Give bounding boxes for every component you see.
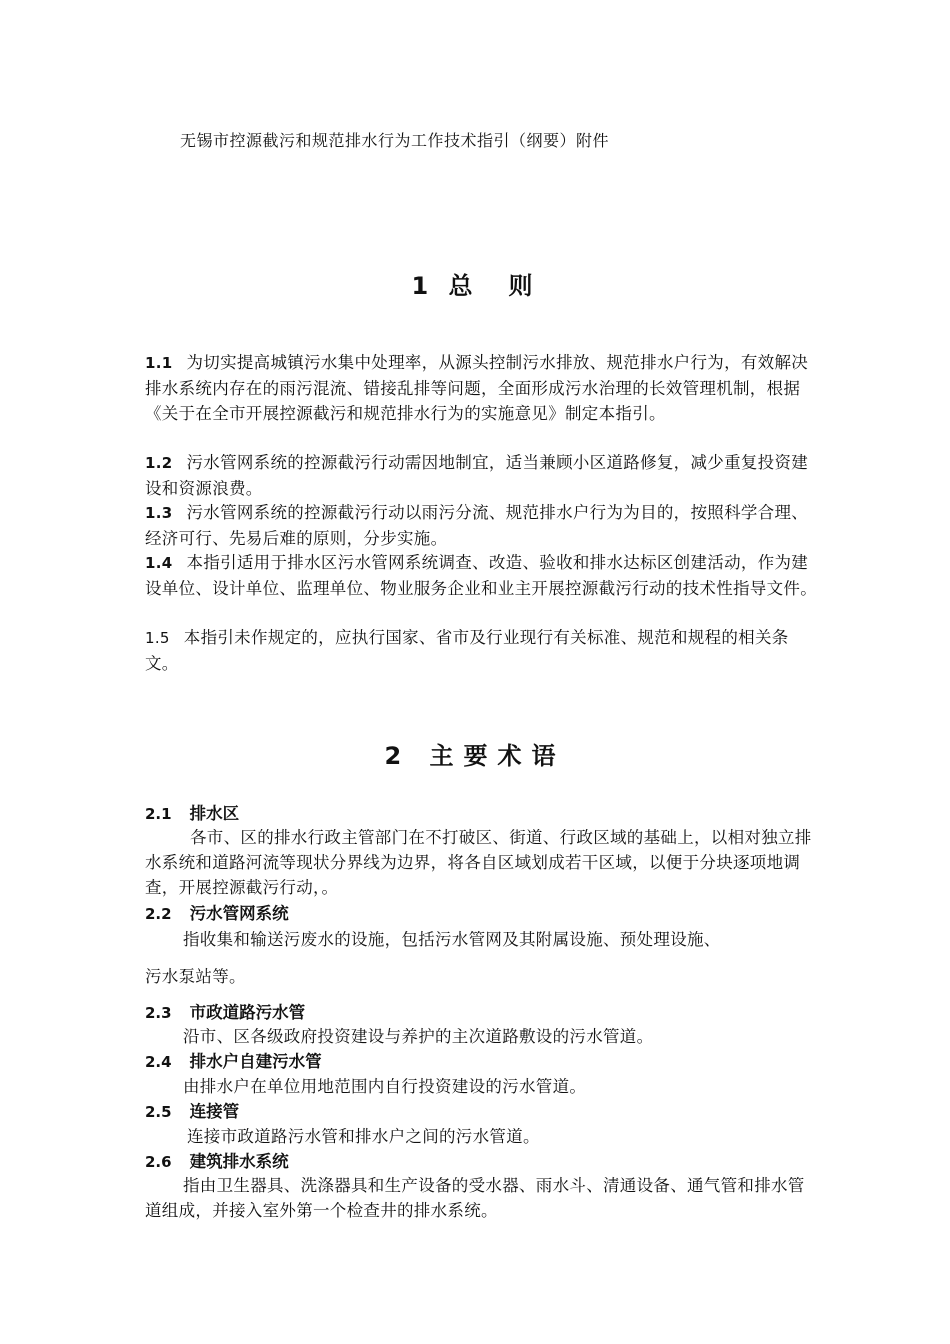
- term-number: 2.5: [145, 1103, 172, 1121]
- term-2-4-definition: 由排水户在单位用地范围内自行投资建设的污水管道。: [183, 1077, 587, 1096]
- term-2-5-definition: 连接市政道路污水管和排水户之间的污水管道。: [187, 1127, 540, 1146]
- clause-1-1: [145, 350, 820, 426]
- page-header: 无锡市控源截污和规范排水行为工作技术指引（纲要）附件: [180, 131, 610, 150]
- chapter-1-title: 1 总 则: [411, 272, 539, 300]
- clause-1-4: [145, 550, 820, 601]
- clause-number: 1.3: [145, 504, 173, 522]
- clause-1-3: [145, 500, 820, 551]
- term-2-1-definition: 各市、区的排水行政主管部门在不打破区、街道、行政区域的基础上，以相对独立排水系统和道路河流等现状分界线为边界，将各自区域划成若干区域，以便于分块逐项地调查，开展控源截污行动，。: [145, 828, 812, 897]
- term-2-3-definition: 沿市、区各级政府投资建设与养护的主次道路敷设的污水管道。: [183, 1027, 654, 1046]
- term-name: 建筑排水系统: [189, 1152, 289, 1171]
- chapter-2-title: 2 主要术语: [384, 742, 566, 770]
- term-name: 市政道路污水管: [189, 1003, 306, 1022]
- term-2-6-definition: 指由卫生器具、洗涤器具和生产设备的受水器、雨水斗、清通设备、通气管和排水管道组成，并接入室外第一个检查井的排水系统。: [145, 1176, 805, 1220]
- clause-1-5: [145, 625, 820, 676]
- clause-text: 污水管网系统的控源截污行动需因地制宜，适当兼顾小区道路修复，减少重复投资建设和资源浪费。: [145, 453, 809, 498]
- term-name: 排水区: [189, 804, 240, 823]
- term-name: 污水管网系统: [189, 904, 289, 923]
- term-2-5-heading: [145, 1098, 239, 1122]
- clause-number: 1.1: [145, 354, 173, 372]
- term-2-2-definition-line2: 污水泵站等。: [145, 967, 246, 986]
- term-2-3-heading: [145, 999, 305, 1023]
- term-2-1-heading: [145, 800, 239, 824]
- clause-1-2: [145, 450, 820, 501]
- term-name: 连接管: [189, 1102, 240, 1121]
- clause-text: 为切实提高城镇污水集中处理率，从源头控制污水排放、规范排水户行为，有效解决排水系统内存在的雨污混流、错接乱排等问题，全面形成污水治理的长效管理机制，根据《关于在全市开展控源截污和规范排水行为的实施意见》制定本指引。: [145, 353, 809, 423]
- term-2-2-heading: [145, 900, 289, 924]
- clause-text: 本指引未作规定的，应执行国家、省市及行业现行有关标准、规范和规程的相关条文。: [145, 628, 789, 673]
- term-2-6-heading: [145, 1148, 289, 1172]
- term-number: 2.6: [145, 1153, 172, 1171]
- term-name: 排水户自建污水管: [189, 1052, 322, 1071]
- term-number: 2.4: [145, 1053, 172, 1071]
- term-number: 2.3: [145, 1004, 172, 1022]
- clause-number: 1.5: [145, 629, 170, 647]
- term-2-4-heading: [145, 1048, 322, 1072]
- clause-text: 本指引适用于排水区污水管网系统调查、改造、验收和排水达标区创建活动，作为建设单位、设计单位、监理单位、物业服务企业和业主开展控源截污行动的技术性指导文件。: [145, 553, 817, 598]
- term-2-2-definition-line1: 指收集和输送污废水的设施，包括污水管网及其附属设施、预处理设施、: [183, 930, 721, 949]
- clause-number: 1.4: [145, 554, 173, 572]
- term-number: 2.2: [145, 905, 172, 923]
- clause-text: 污水管网系统的控源截污行动以雨污分流、规范排水户行为为目的，按照科学合理、经济可行、先易后难的原则，分步实施。: [145, 503, 809, 548]
- term-number: 2.1: [145, 805, 172, 823]
- clause-number: 1.2: [145, 454, 173, 472]
